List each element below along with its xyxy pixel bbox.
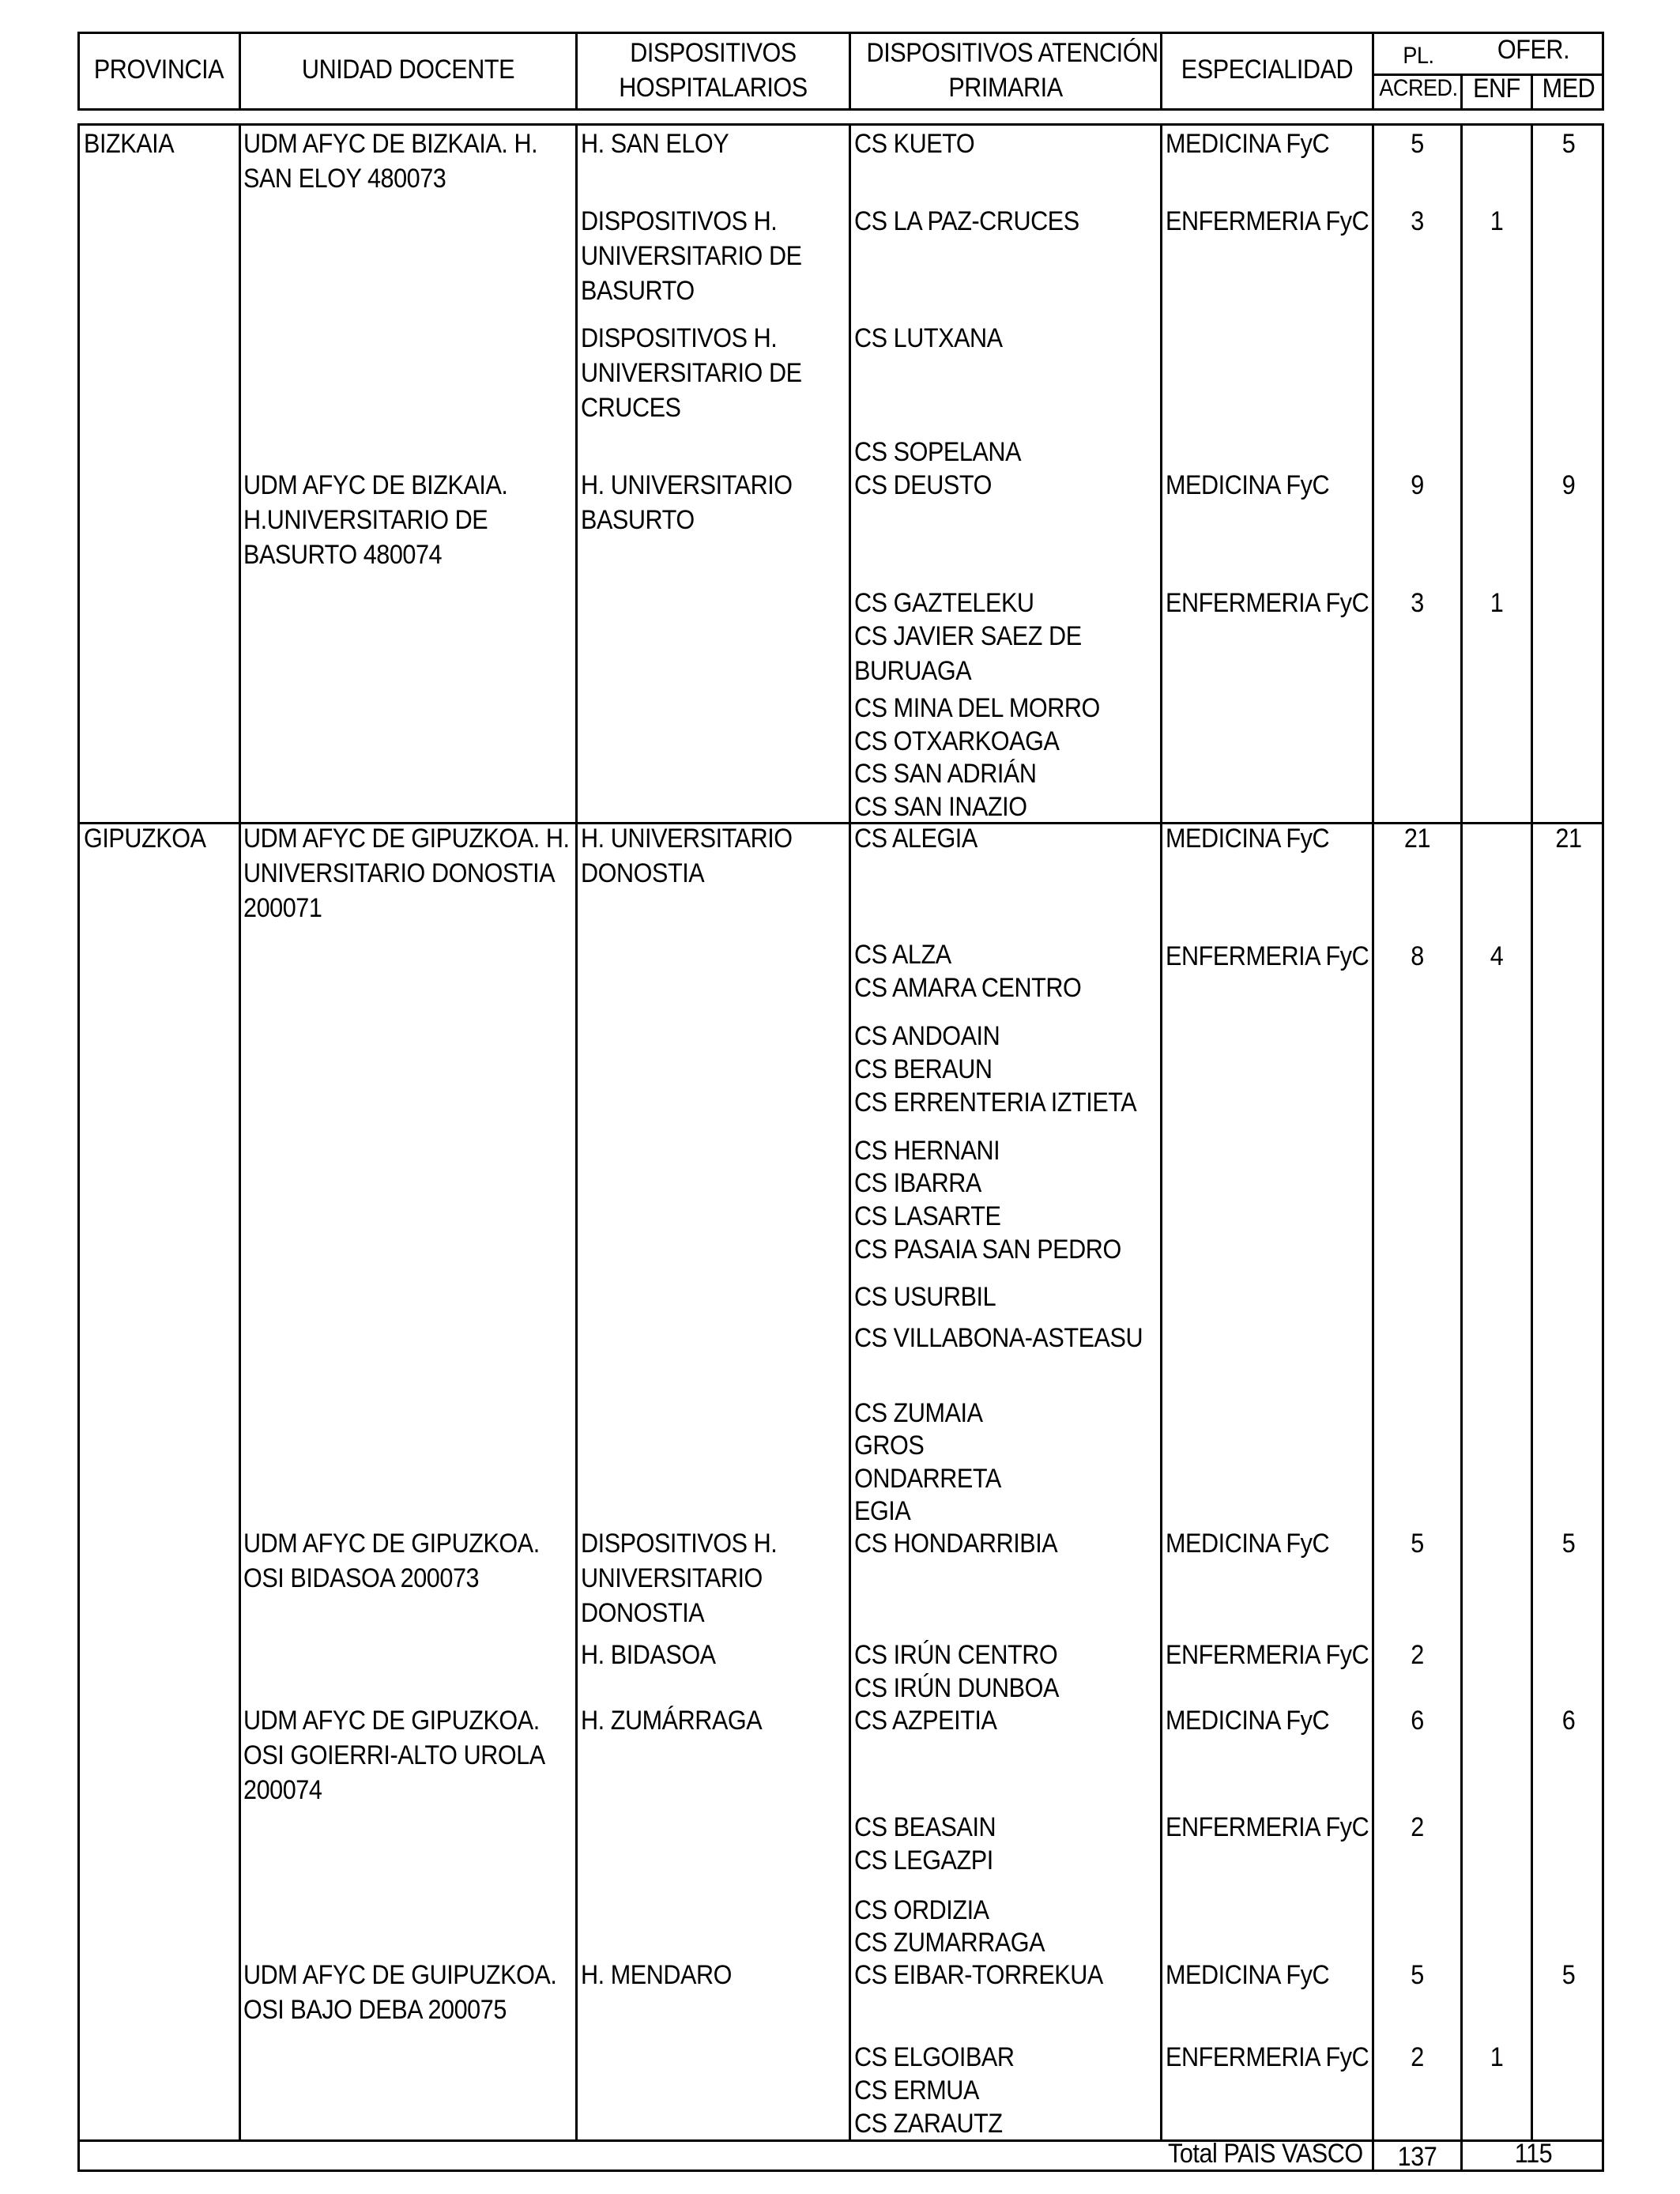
centro-salud: CS IRÚN DUNBOA	[854, 1673, 1059, 1703]
oferta-med: 21	[1555, 824, 1582, 854]
provincia-bizkaia: BIZKAIA	[84, 129, 175, 159]
centro-salud: CS ANDOAIN	[854, 1021, 1000, 1051]
centro-salud: CS MINA DEL MORRO	[854, 693, 1100, 723]
header-disp-hosp-2: HOSPITALARIOS	[619, 73, 808, 103]
unidad-docente: UDM AFYC DE GUIPUZKOA.	[243, 1960, 557, 1990]
especialidad: MEDICINA FyC	[1166, 470, 1330, 500]
column-divider	[1372, 123, 1374, 2172]
especialidad: MEDICINA FyC	[1166, 1706, 1330, 1736]
especialidad: ENFERMERIA FyC	[1166, 1812, 1369, 1842]
centro-salud: CS ORDIZIA	[854, 1895, 989, 1925]
especialidad: ENFERMERIA FyC	[1166, 588, 1369, 618]
column-divider	[849, 123, 851, 2172]
oferta-med: 5	[1561, 1960, 1576, 1990]
centro-salud: CS OTXARKOAGA	[854, 726, 1060, 756]
centro-salud: CS PASAIA SAN PEDRO	[854, 1235, 1121, 1265]
oferta-enf: 1	[1490, 588, 1504, 618]
dispositivo-hospitalario: DISPOSITIVOS H.	[581, 1529, 778, 1559]
centro-salud: CS BERAUN	[854, 1054, 993, 1084]
header-provincia: PROVINCIA	[93, 55, 224, 85]
especialidad: MEDICINA FyC	[1166, 1529, 1330, 1559]
centro-salud: CS AMARA CENTRO	[854, 973, 1082, 1003]
plazas-acreditadas: 2	[1411, 1640, 1424, 1670]
plazas-acreditadas: 6	[1411, 1706, 1424, 1736]
centro-salud: CS ELGOIBAR	[854, 2042, 1015, 2072]
unidad-docente: H.UNIVERSITARIO DE	[243, 505, 488, 535]
unidad-docente: UDM AFYC DE GIPUZKOA.	[243, 1706, 540, 1736]
provincia-gipuzkoa: GIPUZKOA	[84, 824, 206, 854]
centro-salud: CS ALEGIA	[854, 824, 977, 854]
plazas-acreditadas: 8	[1411, 941, 1424, 971]
dispositivo-hospitalario: UNIVERSITARIO DE	[581, 358, 802, 388]
oferta-enf: 4	[1490, 941, 1504, 971]
dispositivo-hospitalario: BASURTO	[581, 276, 695, 306]
dispositivo-hospitalario: H. ZUMÁRRAGA	[581, 1706, 763, 1736]
unidad-docente: 200074	[243, 1775, 322, 1805]
centro-salud: CS ALZA	[854, 940, 951, 970]
centro-salud: CS JAVIER SAEZ DE	[854, 621, 1082, 651]
header-especialidad: ESPECIALIDAD	[1181, 55, 1354, 85]
plazas-acreditadas: 9	[1411, 470, 1424, 500]
dispositivo-hospitalario: DISPOSITIVOS H.	[581, 206, 778, 236]
plazas-acreditadas: 5	[1411, 1960, 1424, 1990]
header-divider	[239, 32, 241, 111]
header-enf: ENF	[1473, 74, 1520, 104]
centro-salud: CS LA PAZ-CRUCES	[854, 206, 1079, 236]
plazas-acreditadas: 3	[1411, 206, 1424, 236]
total-oferta: 115	[1514, 2139, 1553, 2169]
centro-salud: CS SAN ADRIÁN	[854, 759, 1037, 789]
centro-salud: CS VILLABONA-ASTEASU	[854, 1323, 1143, 1353]
centro-salud: BURUAGA	[854, 656, 972, 686]
dispositivo-hospitalario: DISPOSITIVOS H.	[581, 323, 778, 353]
centro-salud: CS BEASAIN	[854, 1812, 996, 1842]
especialidad: ENFERMERIA FyC	[1166, 941, 1369, 971]
dispositivo-hospitalario: H. UNIVERSITARIO	[581, 470, 793, 500]
centro-salud: CS ZARAUTZ	[854, 2109, 1003, 2139]
centro-salud: CS DEUSTO	[854, 470, 992, 500]
dispositivo-hospitalario: DONOSTIA	[581, 858, 705, 888]
unidad-docente: UDM AFYC DE GIPUZKOA. H.	[243, 824, 570, 854]
header-pl: PL.	[1403, 43, 1434, 69]
centro-salud: CS SAN INAZIO	[854, 792, 1027, 822]
header-divider	[1460, 75, 1463, 111]
column-divider	[575, 123, 578, 2172]
dispositivo-hospitalario: H. UNIVERSITARIO	[581, 824, 793, 854]
header-disp-ap-2: PRIMARIA	[948, 73, 1063, 103]
especialidad: MEDICINA FyC	[1166, 824, 1330, 854]
header-med: MED	[1542, 74, 1595, 104]
oferta-enf: 1	[1490, 2042, 1504, 2072]
dispositivo-hospitalario: BASURTO	[581, 505, 695, 535]
centro-salud: EGIA	[854, 1496, 911, 1526]
centro-salud: CS ERRENTERIA IZTIETA	[854, 1088, 1137, 1118]
dispositivo-hospitalario: UNIVERSITARIO	[581, 1563, 763, 1593]
oferta-med: 5	[1561, 1529, 1576, 1559]
especialidad: ENFERMERIA FyC	[1166, 1640, 1369, 1670]
oferta-med: 6	[1561, 1706, 1576, 1736]
column-divider	[1160, 123, 1162, 2172]
header-acred: ACRED.	[1379, 75, 1458, 101]
centro-salud: CS HONDARRIBIA	[854, 1529, 1058, 1559]
centro-salud: CS IBARRA	[854, 1168, 981, 1198]
centro-salud: CS SOPELANA	[854, 437, 1022, 467]
especialidad: ENFERMERIA FyC	[1166, 2042, 1369, 2072]
oferta-enf: 1	[1490, 206, 1504, 236]
centro-salud: GROS	[854, 1431, 925, 1461]
unidad-docente: OSI GOIERRI-ALTO UROLA	[243, 1740, 545, 1770]
centro-salud: CS HERNANI	[854, 1136, 1000, 1166]
plazas-acreditadas: 3	[1411, 588, 1424, 618]
centro-salud: CS GAZTELEKU	[854, 588, 1034, 618]
total-label: Total PAIS VASCO	[1168, 2139, 1363, 2169]
especialidad: MEDICINA FyC	[1166, 129, 1330, 159]
centro-salud: CS ZUMAIA	[854, 1398, 983, 1428]
centro-salud: CS ERMUA	[854, 2075, 979, 2105]
centro-salud: CS IRÚN CENTRO	[854, 1640, 1058, 1670]
column-divider	[1531, 123, 1533, 2172]
total-plazas: 137	[1397, 2142, 1437, 2172]
centro-salud: CS EIBAR-TORREKUA	[854, 1960, 1103, 1990]
unidad-docente: UDM AFYC DE BIZKAIA.	[243, 470, 508, 500]
header-divider	[1531, 75, 1533, 111]
centro-salud: CS AZPEITIA	[854, 1706, 997, 1736]
unidad-docente: UDM AFYC DE BIZKAIA. H.	[243, 129, 538, 159]
dispositivo-hospitalario: H. SAN ELOY	[581, 129, 729, 159]
header-divider	[1160, 32, 1162, 111]
header-divider	[575, 32, 578, 111]
centro-salud: CS LEGAZPI	[854, 1845, 993, 1875]
header-unidad-docente: UNIDAD DOCENTE	[301, 55, 515, 85]
dispositivo-hospitalario: CRUCES	[581, 393, 681, 423]
centro-salud: CS ZUMARRAGA	[854, 1928, 1045, 1958]
oferta-med: 5	[1561, 129, 1576, 159]
header-ofer: OFER.	[1497, 35, 1570, 65]
header-disp-hosp-1: DISPOSITIVOS	[630, 38, 797, 68]
header-disp-ap-1: DISPOSITIVOS ATENCIÓN	[866, 38, 1158, 68]
unidad-docente: 200071	[243, 893, 322, 923]
unidad-docente: UNIVERSITARIO DONOSTIA	[243, 858, 556, 888]
plazas-acreditadas: 21	[1403, 824, 1431, 854]
header-divider	[1372, 32, 1374, 111]
centro-salud: CS LASARTE	[854, 1201, 1001, 1231]
plazas-acreditadas: 5	[1411, 129, 1424, 159]
dispositivo-hospitalario: H. BIDASOA	[581, 1640, 716, 1670]
centro-salud: CS LUTXANA	[854, 323, 1003, 353]
body-box	[77, 123, 1604, 2172]
plazas-acreditadas: 2	[1411, 2042, 1424, 2072]
centro-salud: CS KUETO	[854, 129, 975, 159]
unidad-docente: UDM AFYC DE GIPUZKOA.	[243, 1529, 540, 1559]
dispositivo-hospitalario: UNIVERSITARIO DE	[581, 241, 802, 271]
unidad-docente: OSI BIDASOA 200073	[243, 1563, 480, 1593]
dispositivo-hospitalario: DONOSTIA	[581, 1598, 705, 1628]
unidad-docente: SAN ELOY 480073	[243, 164, 446, 194]
unidad-docente: BASURTO 480074	[243, 540, 443, 570]
centro-salud: ONDARRETA	[854, 1464, 1001, 1494]
especialidad: ENFERMERIA FyC	[1166, 206, 1369, 236]
centro-salud: CS USURBIL	[854, 1282, 996, 1312]
unidad-docente: OSI BAJO DEBA 200075	[243, 1995, 507, 2025]
column-divider	[1460, 123, 1463, 2172]
dispositivo-hospitalario: H. MENDARO	[581, 1960, 733, 1990]
plazas-acreditadas: 5	[1411, 1529, 1424, 1559]
column-divider	[239, 123, 241, 2172]
header-divider	[849, 32, 851, 111]
oferta-med: 9	[1561, 470, 1576, 500]
plazas-acreditadas: 2	[1411, 1812, 1424, 1842]
especialidad: MEDICINA FyC	[1166, 1960, 1330, 1990]
